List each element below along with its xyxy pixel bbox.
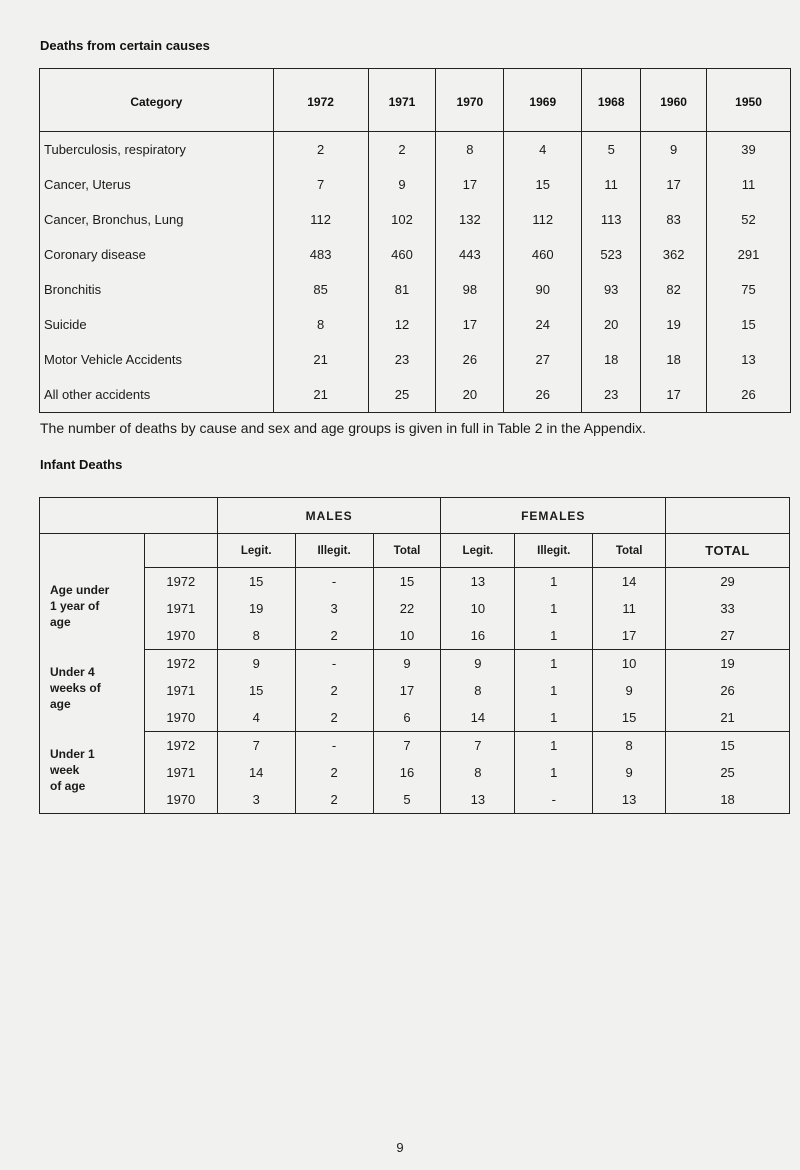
death-count-cell: 93 <box>582 272 641 307</box>
age-band-label-line: weeks of <box>50 680 101 695</box>
death-count-cell: 8 <box>273 307 368 342</box>
header-year: 1969 <box>504 69 582 132</box>
death-count-cell: 1 <box>515 595 593 622</box>
table-row <box>40 650 790 678</box>
death-count-cell: 15 <box>504 167 582 202</box>
death-count-cell: 460 <box>368 237 436 272</box>
death-count-cell: 2 <box>273 132 368 168</box>
death-count-cell: 15 <box>217 677 295 704</box>
appendix-note: The number of deaths by cause and sex and age groups is given in full in Table 2 in the Appendix. <box>40 420 647 436</box>
death-count-cell: 16 <box>373 759 441 786</box>
death-count-cell: 17 <box>593 622 666 650</box>
table-row <box>40 732 790 760</box>
death-count-cell: 112 <box>273 202 368 237</box>
death-count-cell: - <box>295 568 373 596</box>
death-count-cell: 17 <box>373 677 441 704</box>
year-cell: 1971 <box>144 759 217 786</box>
year-cell: 1971 <box>144 677 217 704</box>
death-count-cell: 81 <box>368 272 436 307</box>
age-band-label-line: age <box>50 696 71 711</box>
death-count-cell: 25 <box>720 765 735 780</box>
death-count-cell: 21 <box>720 710 735 725</box>
death-count-cell: - <box>295 650 373 678</box>
infant-table-title: Infant Deaths <box>40 457 123 472</box>
death-count-cell: 39 <box>741 142 756 157</box>
death-count-cell: - <box>295 732 373 760</box>
header-blank <box>144 534 217 568</box>
death-count-cell: 3 <box>217 786 295 814</box>
death-count-cell: 13 <box>441 786 515 814</box>
header-legit: Legit. <box>441 534 515 568</box>
death-count-cell: 9 <box>641 132 707 168</box>
death-count-cell: 7 <box>273 167 368 202</box>
death-count-cell: 26 <box>720 683 735 698</box>
death-count-cell: 9 <box>373 650 441 678</box>
header-blank <box>40 498 218 534</box>
header-year: 1950 <box>707 69 791 132</box>
cause-label: Suicide <box>40 307 274 342</box>
death-count-cell: 10 <box>441 595 515 622</box>
age-band-label <box>40 732 145 814</box>
death-count-cell: 24 <box>504 307 582 342</box>
death-count-cell: 5 <box>373 786 441 814</box>
table-row <box>40 342 791 377</box>
death-count-cell: 26 <box>741 387 756 402</box>
death-count-cell: 83 <box>641 202 707 237</box>
table-row <box>40 759 790 786</box>
table-row <box>40 704 790 732</box>
death-count-cell: 19 <box>666 650 790 678</box>
death-count-cell: 1 <box>515 732 593 760</box>
age-band-label-line: Age under <box>50 582 110 597</box>
table-row <box>40 132 791 168</box>
header-illegit: Illegit. <box>515 534 593 568</box>
table-row <box>40 568 790 596</box>
death-count-cell: 4 <box>217 704 295 732</box>
death-count-cell: 18 <box>720 792 735 807</box>
year-cell: 1970 <box>144 704 217 732</box>
death-count-cell: 25 <box>368 377 436 413</box>
death-count-cell: 6 <box>373 704 441 732</box>
header-year: 1971 <box>368 69 436 132</box>
table-row <box>40 272 791 307</box>
infant-deaths-table <box>39 497 790 814</box>
header-males: MALES <box>217 498 441 534</box>
table-row <box>40 167 791 202</box>
death-count-cell: 1 <box>515 650 593 678</box>
cause-label: Cancer, Bronchus, Lung <box>40 202 274 237</box>
death-count-cell: 460 <box>504 237 582 272</box>
death-count-cell: 113 <box>582 202 641 237</box>
death-count-cell: 483 <box>273 237 368 272</box>
death-count-cell: 15 <box>373 568 441 596</box>
cause-label: Motor Vehicle Accidents <box>40 342 274 377</box>
deaths-table <box>39 68 791 413</box>
death-count-cell: - <box>515 786 593 814</box>
header-blank <box>666 498 790 534</box>
cause-label: All other accidents <box>40 377 274 413</box>
death-count-cell: 18 <box>582 342 641 377</box>
death-count-cell: 9 <box>441 650 515 678</box>
death-count-cell: 13 <box>441 568 515 596</box>
death-count-cell: 1 <box>515 622 593 650</box>
age-band-label <box>40 650 145 732</box>
death-count-cell: 12 <box>368 307 436 342</box>
age-band-label-line: 1 year of <box>50 598 100 613</box>
death-count-cell: 8 <box>436 132 504 168</box>
header-illegit: Illegit. <box>295 534 373 568</box>
table-row <box>40 307 791 342</box>
death-count-cell: 2 <box>295 759 373 786</box>
table-row <box>40 202 791 237</box>
header-category: Category <box>40 69 274 132</box>
death-count-cell: 362 <box>641 237 707 272</box>
death-count-cell: 17 <box>641 167 707 202</box>
death-count-cell: 23 <box>582 377 641 413</box>
death-count-cell: 33 <box>720 601 735 616</box>
death-count-cell: 3 <box>295 595 373 622</box>
death-count-cell: 11 <box>593 595 666 622</box>
death-count-cell: 15 <box>217 568 295 596</box>
age-band-label-line: Under 4 <box>50 664 95 679</box>
death-count-cell: 8 <box>441 677 515 704</box>
death-count-cell: 7 <box>217 732 295 760</box>
header-year: 1970 <box>436 69 504 132</box>
death-count-cell: 19 <box>641 307 707 342</box>
death-count-cell: 8 <box>441 759 515 786</box>
death-count-cell: 27 <box>504 342 582 377</box>
death-count-cell: 52 <box>741 212 756 227</box>
cause-label: Cancer, Uterus <box>40 167 274 202</box>
death-count-cell: 1 <box>515 704 593 732</box>
death-count-cell: 13 <box>741 352 756 367</box>
death-count-cell: 4 <box>504 132 582 168</box>
death-count-cell: 90 <box>504 272 582 307</box>
death-count-cell: 443 <box>436 237 504 272</box>
table-row <box>40 622 790 650</box>
table-row <box>40 786 790 814</box>
death-count-cell: 21 <box>273 377 368 413</box>
death-count-cell: 15 <box>741 317 756 332</box>
age-band-label-line: age <box>50 614 71 629</box>
year-cell: 1972 <box>144 568 217 596</box>
death-count-cell: 98 <box>436 272 504 307</box>
death-count-cell: 14 <box>217 759 295 786</box>
death-count-cell: 1 <box>515 677 593 704</box>
death-count-cell: 1 <box>515 759 593 786</box>
deaths-table-title: Deaths from certain causes <box>40 38 210 53</box>
death-count-cell: 5 <box>582 132 641 168</box>
age-band-label-line: of age <box>50 778 86 793</box>
header-females: FEMALES <box>441 498 666 534</box>
page-number: 9 <box>396 1140 404 1155</box>
death-count-cell: 85 <box>273 272 368 307</box>
header-year: 1972 <box>273 69 368 132</box>
table-row <box>40 677 790 704</box>
death-count-cell: 112 <box>504 202 582 237</box>
cause-label: Bronchitis <box>40 272 274 307</box>
header-grand-total: TOTAL <box>666 534 790 568</box>
death-count-cell: 9 <box>593 677 666 704</box>
table-row <box>40 377 791 413</box>
death-count-cell: 11 <box>582 167 641 202</box>
death-count-cell: 9 <box>593 759 666 786</box>
death-count-cell: 14 <box>593 568 666 596</box>
age-band-label-line: Under 1 <box>50 746 95 761</box>
death-count-cell: 8 <box>593 732 666 760</box>
death-count-cell: 16 <box>441 622 515 650</box>
death-count-cell: 17 <box>436 307 504 342</box>
table-row <box>40 237 791 272</box>
year-cell: 1970 <box>144 786 217 814</box>
header-year: 1968 <box>582 69 641 132</box>
death-count-cell: 9 <box>368 167 436 202</box>
death-count-cell: 2 <box>295 677 373 704</box>
death-count-cell: 1 <box>515 568 593 596</box>
death-count-cell: 291 <box>737 247 760 262</box>
cause-label: Tuberculosis, respiratory <box>40 132 274 168</box>
infant-sub-header-row <box>40 534 790 568</box>
death-count-cell: 8 <box>217 622 295 650</box>
death-count-cell: 2 <box>295 704 373 732</box>
death-count-cell: 2 <box>368 132 436 168</box>
infant-group-header-row <box>40 498 790 534</box>
death-count-cell: 7 <box>441 732 515 760</box>
death-count-cell: 523 <box>582 237 641 272</box>
table-row <box>40 595 790 622</box>
death-count-cell: 2 <box>295 786 373 814</box>
death-count-cell: 13 <box>593 786 666 814</box>
header-total: Total <box>373 534 441 568</box>
death-count-cell: 20 <box>436 377 504 413</box>
death-count-cell: 26 <box>436 342 504 377</box>
death-count-cell: 75 <box>741 282 756 297</box>
header-legit: Legit. <box>217 534 295 568</box>
death-count-cell: 102 <box>368 202 436 237</box>
header-blank <box>40 534 145 568</box>
year-cell: 1971 <box>144 595 217 622</box>
death-count-cell: 10 <box>373 622 441 650</box>
year-cell: 1970 <box>144 622 217 650</box>
death-count-cell: 26 <box>504 377 582 413</box>
death-count-cell: 9 <box>217 650 295 678</box>
death-count-cell: 132 <box>436 202 504 237</box>
death-count-cell: 21 <box>273 342 368 377</box>
death-count-cell: 22 <box>373 595 441 622</box>
death-count-cell: 18 <box>641 342 707 377</box>
death-count-cell: 20 <box>582 307 641 342</box>
year-cell: 1972 <box>144 732 217 760</box>
death-count-cell: 23 <box>368 342 436 377</box>
death-count-cell: 17 <box>436 167 504 202</box>
death-count-cell: 15 <box>593 704 666 732</box>
death-count-cell: 19 <box>217 595 295 622</box>
death-count-cell: 29 <box>720 574 735 589</box>
header-year: 1960 <box>641 69 707 132</box>
death-count-cell: 27 <box>720 628 735 643</box>
death-count-cell: 7 <box>373 732 441 760</box>
death-count-cell: 2 <box>295 622 373 650</box>
death-count-cell: 82 <box>641 272 707 307</box>
deaths-header-row <box>40 69 791 132</box>
cause-label: Coronary disease <box>40 237 274 272</box>
age-band-label <box>40 568 145 650</box>
death-count-cell: 17 <box>641 377 707 413</box>
age-band-label-line: week <box>50 762 80 777</box>
death-count-cell: 10 <box>593 650 666 678</box>
death-count-cell: 14 <box>441 704 515 732</box>
death-count-cell: 11 <box>741 177 756 192</box>
header-total: Total <box>593 534 666 568</box>
death-count-cell: 15 <box>666 732 790 760</box>
year-cell: 1972 <box>144 650 217 678</box>
